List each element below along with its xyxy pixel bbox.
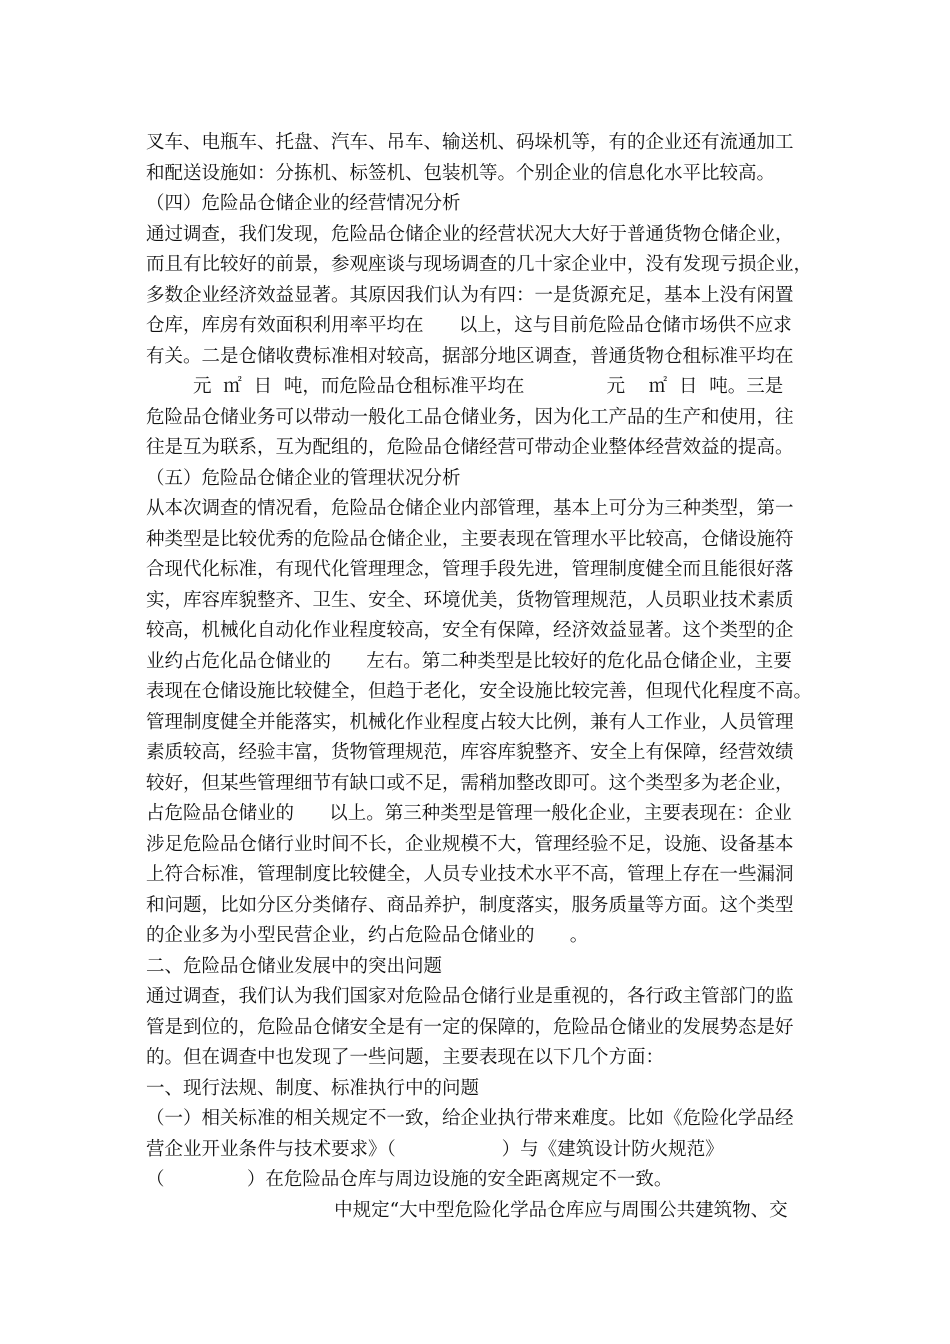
text-line: 叉车、电瓶车、托盘、汽车、吊车、输送机、码垛机等，有的企业还有流通加工 (146, 132, 794, 153)
document-body (146, 128, 816, 1226)
text-line: 和配送设施如：分拣机、标签机、包装机等。个别企业的信息化水平比较高。 (146, 162, 776, 184)
text-line: 营企业开业条件与技术要求》（ ）与《建筑设计防火规范》 (146, 1138, 724, 1160)
text-line: 较高，机械化自动化作业程度较高，安全有保障，经济效益显著。这个类型的企 (146, 620, 794, 641)
text-line: （一）相关标准的相关规定不一致，给企业执行带来难度。比如《危险化学品经 (146, 1108, 794, 1129)
text-line: 业约占危化品仓储业的 左右。第二种类型是比较好的危化品仓储企业，主要 (146, 650, 792, 672)
text-line: 实，库容库貌整齐、卫生、安全、环境优美，货物管理规范，人员职业技术素质 (146, 589, 794, 611)
text-line: 多数企业经济效益显著。其原因我们认为有四：一是货源充足，基本上没有闲置 (146, 284, 794, 306)
text-line: 元 ㎡ 日 吨，而危险品仓租标准平均在 元 ㎡ 日 吨。三是 (146, 376, 784, 397)
text-line: 较好，但某些管理细节有缺口或不足，需稍加整改即可。这个类型多为老企业， (146, 772, 794, 794)
text-line: 素质较高，经验丰富，货物管理规范，库容库貌整齐、安全上有保障，经营效绩 (146, 742, 794, 763)
text-line: 有关。二是仓储收费标准相对较高，据部分地区调查，普通货物仓租标准平均在 (146, 345, 794, 367)
text-line: 合现代化标准，有现代化管理理念，管理手段先进，管理制度健全而且能很好落 (146, 559, 794, 580)
text-line: 二、危险品仓储业发展中的突出问题 (146, 955, 443, 977)
text-line: 危险品仓储业务可以带动一般化工品仓储业务，因为化工产品的生产和使用，往 (146, 406, 794, 428)
text-line: 占危险品仓储业的 以上。第三种类型是管理一般化企业，主要表现在：企业 (146, 803, 792, 824)
text-line: 通过调查，我们认为我们国家对危险品仓储行业是重视的，各行政主管部门的监 (146, 986, 794, 1007)
text-line: 表现在仓储设施比较健全，但趋于老化，安全设施比较完善，但现代化程度不高。 (146, 681, 813, 702)
text-line: 仓库，库房有效面积利用率平均在 以上，这与目前危险品仓储市场供不应求 (146, 315, 792, 336)
text-line: 而且有比较好的前景，参观座谈与现场调查的几十家企业中，没有发现亏损企业， (146, 254, 813, 275)
text-line: 从本次调查的情况看，危险品仓储企业内部管理，基本上可分为三种类型，第一 (146, 498, 794, 519)
text-line: 管是到位的，危险品仓储安全是有一定的保障的，危险品仓储业的发展势态是好 (146, 1016, 794, 1038)
text-line: 的。但在调查中也发现了一些问题，主要表现在以下几个方面： (146, 1047, 665, 1068)
text-line: （ ）在危险品仓库与周边设施的安全距离规定不一致。 (146, 1169, 673, 1190)
text-line: 上符合标准，管理制度比较健全，人员专业技术水平不高，管理上存在一些漏洞 (146, 864, 794, 885)
text-line: 的企业多为小型民营企业，约占危险品仓储业的 。 (146, 925, 589, 946)
text-line: 管理制度健全并能落实，机械化作业程度占较大比例，兼有人工作业，人员管理 (146, 711, 794, 733)
text-line: 涉足危险品仓储行业时间不长，企业规模不大，管理经验不足，设施、设备基本 (146, 833, 794, 855)
text-line: 通过调查，我们发现，危险品仓储企业的经营状况大大好于普通货物仓储企业， (146, 223, 794, 245)
text-line: （五）危险品仓储企业的管理状况分析 (146, 467, 461, 489)
text-line: 中规定“大中型危险化学品仓库应与周围公共建筑物、交 (146, 1199, 788, 1221)
text-line: 往是互为联系，互为配组的，危险品仓储经营可带动企业整体经营效益的提高。 (146, 437, 794, 458)
text-line: 和问题，比如分区分类储存、商品养护，制度落实，服务质量等方面。这个类型 (146, 894, 794, 916)
text-line: 一、现行法规、制度、标准执行中的问题 (146, 1077, 480, 1099)
text-line: 种类型是比较优秀的危险品仓储企业，主要表现在管理水平比较高，仓储设施符 (146, 528, 794, 550)
text-line: （四）危险品仓储企业的经营情况分析 (146, 193, 461, 214)
